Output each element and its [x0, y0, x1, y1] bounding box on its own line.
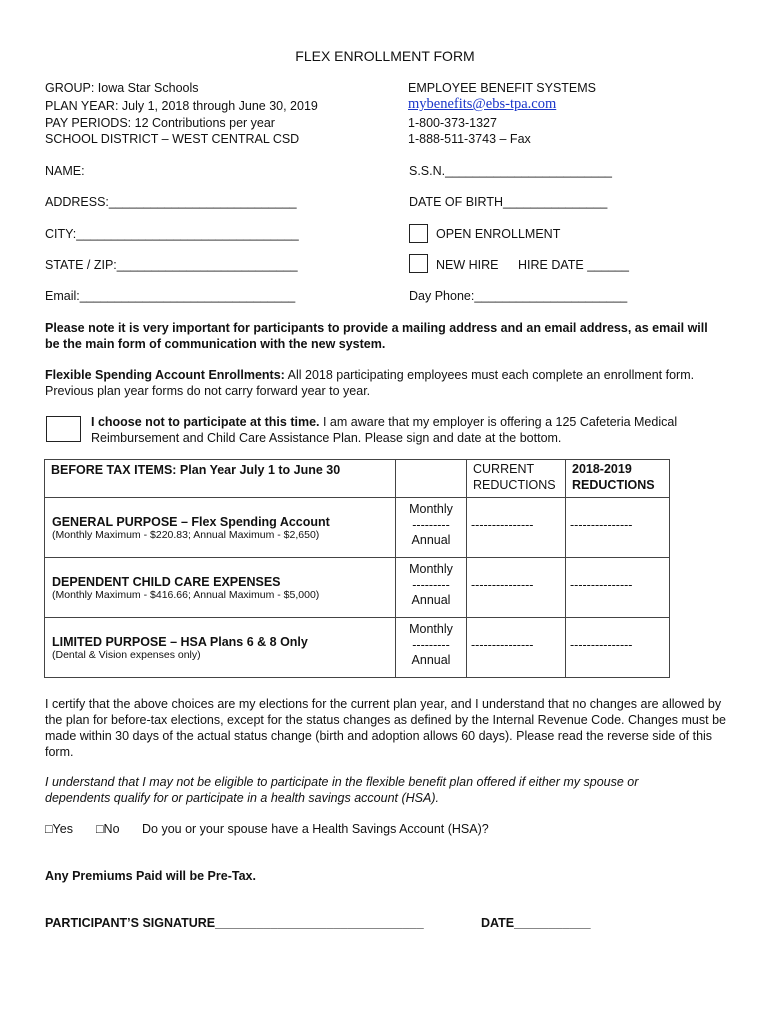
separator: --------- — [412, 577, 450, 592]
separator: --------- — [412, 637, 450, 652]
group-line: GROUP: Iowa Star Schools — [45, 81, 199, 95]
email-link[interactable]: mybenefits@ebs-tpa.com — [408, 96, 557, 112]
new-hire-checkbox[interactable] — [409, 254, 428, 273]
decline-text: I am aware that my employer is offering a 125 Cafeteria Medical Reimbursement and Child Care Assistance Plan. Please sign and date at the bottom. — [91, 415, 678, 445]
hire-date-field[interactable]: HIRE DATE ______ — [518, 258, 629, 272]
certification-text: I certify that the above choices are my elections for the current plan year, and I understand that no changes are allowed by the plan for before-tax elections, except for the status changes as defined by the Internal Revenue Code. Changes must be made within 30 days of the actual status change (birth and adoption allows 60 days). Please read the reverse side of this form. — [45, 697, 726, 759]
table-row — [45, 618, 670, 678]
important-note: Please note it is very important for participants to provide a mailing address and an email address, as email will be the main form of communication with the new system. — [45, 321, 708, 351]
company-name: EMPLOYEE BENEFIT SYSTEMS — [408, 81, 597, 95]
row-name: GENERAL PURPOSE – Flex Spending Account — [52, 515, 330, 529]
new-reduction-input[interactable]: --------------- — [570, 638, 633, 652]
new-reduction-input[interactable]: --------------- — [570, 518, 633, 532]
company-fax: 1-888-511-3743 – Fax — [408, 132, 531, 146]
table-row — [45, 558, 670, 618]
plan-year-line: PLAN YEAR: July 1, 2018 through June 30, 2019 — [45, 99, 318, 113]
ssn-field[interactable]: S.S.N.________________________ — [409, 164, 612, 178]
decline-checkbox[interactable] — [46, 416, 81, 442]
table-header-row — [45, 460, 670, 498]
header-new: 2018-2019 REDUCTIONS — [572, 462, 655, 492]
monthly-label: Monthly — [409, 562, 453, 576]
state-zip-field[interactable]: STATE / ZIP:__________________________ — [45, 258, 298, 272]
new-hire-label: NEW HIRE — [436, 258, 499, 272]
new-reduction-input[interactable]: --------------- — [570, 578, 633, 592]
header-current: CURRENT REDUCTIONS — [473, 462, 556, 492]
fsa-note-text: All 2018 participating employees must each complete an enrollment form. Previous plan year forms do not carry forward year to year. — [45, 368, 695, 398]
open-enrollment-checkbox[interactable] — [409, 224, 428, 243]
table-row — [45, 498, 670, 558]
open-enrollment-label: OPEN ENROLLMENT — [436, 227, 561, 241]
monthly-label: Monthly — [409, 502, 453, 516]
school-district-line: SCHOOL DISTRICT – WEST CENTRAL CSD — [45, 132, 300, 146]
city-field[interactable]: CITY:________________________________ — [45, 227, 299, 241]
current-reduction-input[interactable]: --------------- — [471, 578, 534, 592]
pay-periods-line: PAY PERIODS: 12 Contributions per year — [45, 116, 275, 130]
row-name: LIMITED PURPOSE – HSA Plans 6 & 8 Only — [52, 635, 308, 649]
hsa-no-option[interactable]: □No — [96, 822, 120, 836]
annual-label: Annual — [411, 593, 451, 607]
decline-heading: I choose not to participate at this time. — [91, 415, 320, 429]
header-items: BEFORE TAX ITEMS: Plan Year July 1 to June 30 — [51, 463, 341, 477]
date-field[interactable]: DATE___________ — [481, 916, 591, 930]
form-title: FLEX ENROLLMENT FORM — [295, 48, 475, 64]
monthly-label: Monthly — [409, 622, 453, 636]
address-field[interactable]: ADDRESS:___________________________ — [45, 195, 297, 209]
decline-statement — [91, 414, 721, 446]
fsa-note — [45, 367, 715, 399]
email-field[interactable]: Email:_______________________________ — [45, 289, 296, 303]
annual-label: Annual — [411, 653, 451, 667]
dob-field[interactable]: DATE OF BIRTH_______________ — [409, 195, 608, 209]
name-field[interactable]: NAME: — [45, 164, 85, 178]
row-sub: (Monthly Maximum - $416.66; Annual Maximum - $5,000) — [52, 589, 320, 601]
hsa-question: Do you or your spouse have a Health Savings Account (HSA)? — [142, 822, 489, 836]
before-tax-items-table — [44, 459, 670, 678]
hsa-note: I understand that I may not be eligible to participate in the flexible benefit plan offered if either my spouse or dependents qualify for or participate in a health savings account (HSA). — [45, 775, 639, 805]
row-sub: (Dental & Vision expenses only) — [52, 649, 201, 661]
day-phone-field[interactable]: Day Phone:______________________ — [409, 289, 628, 303]
separator: --------- — [412, 517, 450, 532]
hsa-yes-option[interactable]: □Yes — [45, 822, 73, 836]
annual-label: Annual — [411, 533, 451, 547]
row-name: DEPENDENT CHILD CARE EXPENSES — [52, 575, 281, 589]
current-reduction-input[interactable]: --------------- — [471, 518, 534, 532]
current-reduction-input[interactable]: --------------- — [471, 638, 534, 652]
participant-signature-field[interactable]: PARTICIPANT’S SIGNATURE______________________________ — [45, 916, 424, 930]
row-sub: (Monthly Maximum - $220.83; Annual Maximum - $2,650) — [52, 529, 320, 541]
fsa-note-heading: Flexible Spending Account Enrollments: — [45, 368, 285, 382]
company-phone: 1-800-373-1327 — [408, 116, 497, 130]
premiums-note: Any Premiums Paid will be Pre-Tax. — [45, 869, 256, 883]
